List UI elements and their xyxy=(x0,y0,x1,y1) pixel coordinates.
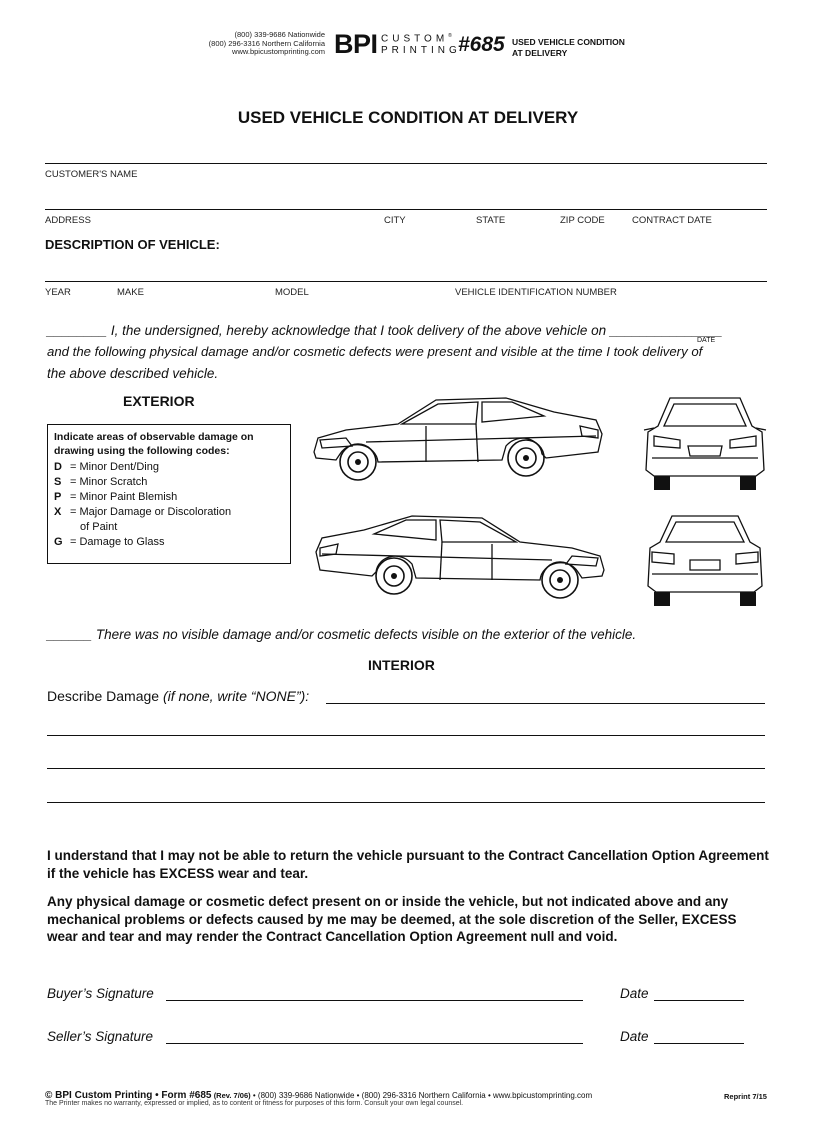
code-key: D xyxy=(54,461,62,473)
code-row-dent xyxy=(54,460,284,475)
contact-website: www.bpicustomprinting.com xyxy=(232,47,325,57)
no-damage-text: There was no visible damage and/or cosmetic defects visible on the exterior of the vehicle. xyxy=(95,627,637,642)
contact-phone-nationwide: (800) 339-9686 Nationwide xyxy=(234,30,325,39)
header-title-line2: AT DELIVERY xyxy=(512,48,568,58)
exterior-heading: EXTERIOR xyxy=(123,393,195,409)
code-row-major-cont xyxy=(54,520,284,535)
car-side-right-drawing[interactable] xyxy=(312,508,612,608)
brand-logo-bpi: BPI xyxy=(334,29,378,59)
no-damage-initial-blank[interactable]: ______ xyxy=(47,627,93,642)
ack-initial-blank[interactable]: ________ xyxy=(47,323,108,338)
model-label: MODEL xyxy=(275,287,309,298)
buyer-date-line[interactable] xyxy=(654,1000,744,1001)
describe-damage-line-1[interactable] xyxy=(326,703,765,704)
registered-mark: ® xyxy=(448,33,452,39)
describe-hint: (if none, write “NONE”): xyxy=(162,688,310,704)
code-row-paint xyxy=(54,490,284,505)
code-row-glass xyxy=(54,535,284,550)
code-desc: = Minor Dent/Ding xyxy=(70,461,159,473)
header-contact xyxy=(150,31,325,57)
address-field[interactable] xyxy=(45,209,767,210)
header-title-line1: USED VEHICLE CONDITION xyxy=(512,37,625,47)
footer-reprint: Reprint 7/15 xyxy=(724,1092,767,1101)
code-key xyxy=(54,520,70,535)
brand-logo-custom-printing xyxy=(381,30,461,57)
seller-date-label: Date xyxy=(620,1029,649,1044)
car-rear-drawing[interactable] xyxy=(640,508,770,618)
describe-damage-line-4[interactable] xyxy=(47,802,765,803)
code-row-major xyxy=(54,505,284,520)
description-heading: DESCRIPTION OF VEHICLE: xyxy=(45,237,220,252)
seller-date-line[interactable] xyxy=(654,1043,744,1044)
vin-label: VEHICLE IDENTIFICATION NUMBER xyxy=(455,287,617,298)
describe-damage-line-3[interactable] xyxy=(47,768,765,769)
brand-printing: PRINTING xyxy=(381,45,461,57)
describe-damage-label xyxy=(47,688,309,704)
interior-heading: INTERIOR xyxy=(368,657,435,673)
footer-contact: • (800) 339-9686 Nationwide • (800) 296-3316 Northern California • www.bpicustomprinting.com xyxy=(252,1091,593,1100)
ack-text-line3: the above described vehicle. xyxy=(47,366,219,381)
ack-text-line2: and the following physical damage and/or cosmetic defects were present and visible at the time I took delivery of xyxy=(47,344,703,359)
delivery-date-blank[interactable]: _______________ xyxy=(609,323,723,338)
brand-custom: CUSTOM xyxy=(381,33,449,45)
customer-name-field[interactable] xyxy=(45,163,767,164)
page-title: USED VEHICLE CONDITION AT DELIVERY xyxy=(237,108,579,127)
year-label: YEAR xyxy=(45,287,71,298)
footer-rev: (Rev. 7/06) xyxy=(213,1091,251,1100)
car-side-left-drawing[interactable] xyxy=(306,390,606,490)
header-form-title xyxy=(512,37,652,59)
make-label: MAKE xyxy=(117,287,144,298)
code-desc: of Paint xyxy=(80,521,118,533)
terms-paragraph-1: I understand that I may not be able to return the vehicle pursuant to the Contract Cancellation Option Agreement if the vehicle has EXCESS wear and tear. xyxy=(47,848,769,881)
customer-name-label: CUSTOMER'S NAME xyxy=(45,169,138,180)
describe-label: Describe Damage xyxy=(47,688,160,704)
code-row-scratch xyxy=(54,475,284,490)
code-key: P xyxy=(54,491,62,503)
state-label: STATE xyxy=(476,215,506,226)
code-desc: = Major Damage or Discoloration xyxy=(70,506,232,518)
ack-line1 xyxy=(47,320,723,342)
car-front-drawing[interactable] xyxy=(640,390,770,500)
buyer-signature-label: Buyer’s Signature xyxy=(47,986,154,1001)
form-number: #685 xyxy=(458,33,505,56)
footer-brand: © BPI Custom Printing • Form #685 xyxy=(45,1090,212,1101)
code-key: S xyxy=(54,476,62,488)
code-key: G xyxy=(54,536,63,548)
damage-codes-legend xyxy=(47,424,291,564)
no-exterior-damage-line xyxy=(47,624,636,646)
terms-paragraph-2: Any physical damage or cosmetic defect present on or inside the vehicle, but not indicated above and any mechanical problems or defects caused by me may be deemed, at the sole discretion of the Seller, EXCESS wear and tear and may render the Contract Cancellation Option Agreement null and void. xyxy=(47,894,737,944)
ack-text-line1: I, the undersigned, hereby acknowledge that I took delivery of the above vehicle on xyxy=(110,323,607,338)
seller-signature-label: Seller’s Signature xyxy=(47,1029,154,1044)
code-desc: = Minor Scratch xyxy=(70,476,148,488)
seller-signature-line[interactable] xyxy=(166,1043,583,1044)
code-desc: = Damage to Glass xyxy=(70,536,165,548)
contract-date-label: CONTRACT DATE xyxy=(632,215,712,226)
zip-label: ZIP CODE xyxy=(560,215,605,226)
delivery-date-label: DATE xyxy=(697,337,716,344)
code-key: X xyxy=(54,506,62,518)
vehicle-field[interactable] xyxy=(45,281,767,282)
code-desc: = Minor Paint Blemish xyxy=(70,491,178,503)
buyer-date-label: Date xyxy=(620,986,649,1001)
footer-disclaimer: The Printer makes no warranty, expressed or implied, as to content or fitness for purposes of this form. Consult your own legal counsel. xyxy=(45,1100,464,1107)
buyer-signature-line[interactable] xyxy=(166,1000,583,1001)
codes-intro: Indicate areas of observable damage on drawing using the following codes: xyxy=(54,431,254,457)
contact-phone-northern-ca: (800) 296-3316 Northern California xyxy=(208,38,325,48)
city-label: CITY xyxy=(384,215,406,226)
describe-damage-line-2[interactable] xyxy=(47,735,765,736)
address-label: ADDRESS xyxy=(45,215,91,226)
